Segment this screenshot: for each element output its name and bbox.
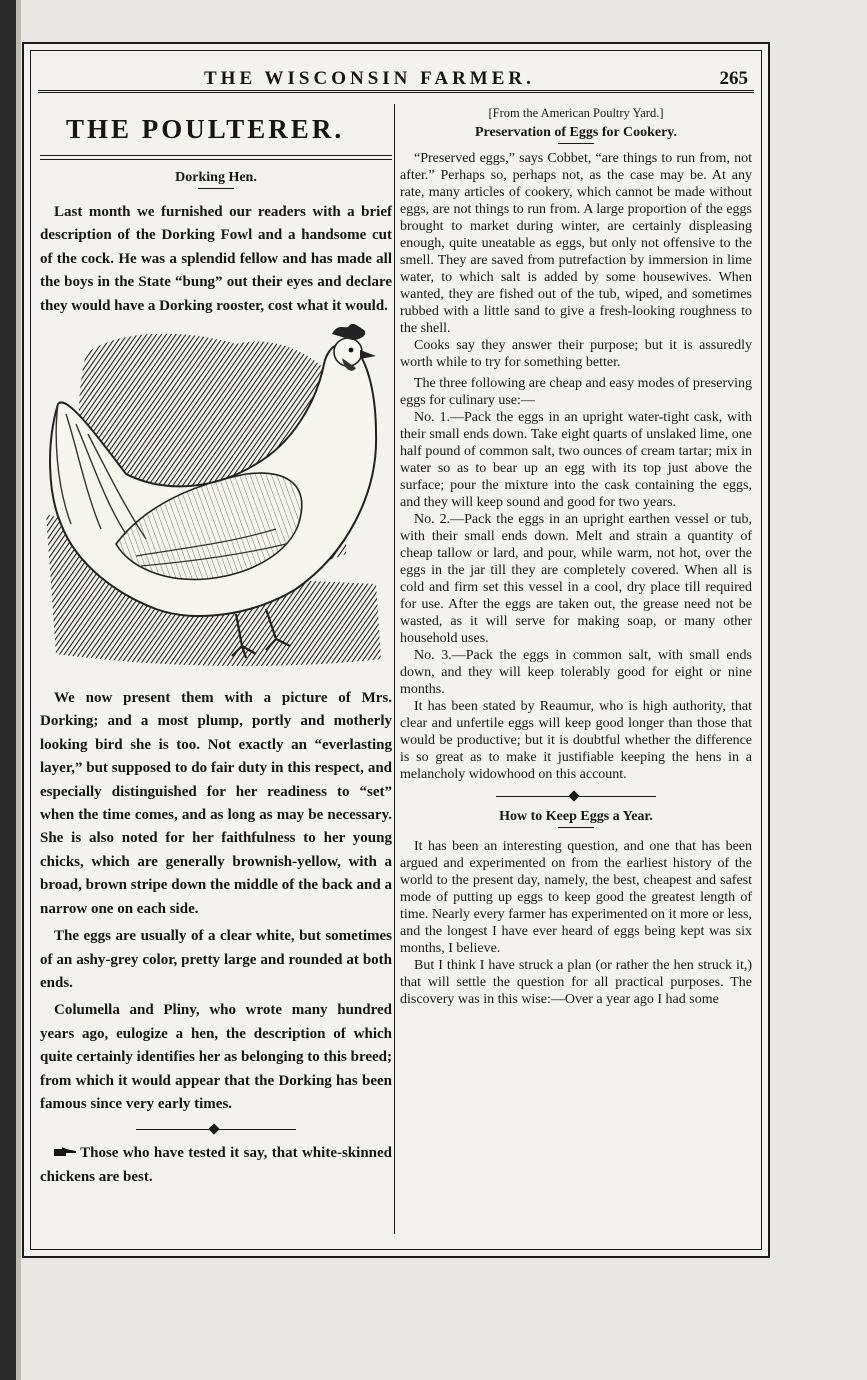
paragraph: No. 2.—Pack the eggs in an upright earthen vessel or tub, with their small ends down. Melt and strain a quantity of cheap tallow or lard, and pour, while warm, not hot, over the eggs in the jar till they are completely covered. When all is cold and firm set this vessel in a cool, dry place till required for use. After the eggs are taken out, the grease need not be wasted, as it will serve for making soap, or many other household uses.	[400, 512, 752, 646]
right-column	[400, 104, 752, 1008]
page-number: 265	[719, 68, 748, 89]
paragraph: It has been stated by Reaumur, who is high authority, that clear and unfertile eggs will keep good longer than those that would be productive; but it is doubtful whether the difference is so great as to make it justifiable keeping the hens in a melancholy widowhood on this account.	[400, 699, 752, 782]
paragraph: No. 3.—Pack the eggs in common salt, with small ends down, and they will keep tolerably good for eight or nine months.	[400, 648, 752, 697]
page-edge	[16, 0, 21, 1380]
paragraph: No. 1.—Pack the eggs in an upright water-tight cask, with their small ends down. Take eight quarts of unslaked lime, one half pound of common salt, two ounces of cream tartar; mix in water so as to bear up an egg with its top just above the surface; pour the mixture into the cask containing the eggs, and they will keep sound and good for two years.	[400, 410, 752, 510]
publication-title: THE WISCONSIN FARMER.	[204, 68, 535, 89]
title-rule	[558, 143, 594, 144]
source-attribution: [From the American Poultry Yard.]	[488, 106, 664, 120]
department-rule	[40, 155, 392, 160]
paragraph: “Preserved eggs,” says Cobbet, “are things to run from, not after.” Perhaps so, perhaps not, as the case may be. At any rate, many articles of cookery, which cannot be made without eggs, are not things to run from. A large proportion of the eggs brought to market during winter, are certainly displeasing enough, quite uneatable as eggs, but only not offensive to the smell. They are saved from putrefaction by immersion in lime water, to which salt is added by some housewives. When wanted, they are fished out of the tub, wiped, and sometimes rubbed with a little sand to give a fresh-looking roughness to the shell.	[400, 151, 752, 336]
pointing-hand-icon	[54, 1147, 76, 1157]
column-divider	[394, 104, 395, 1234]
paragraph: We now present them with a picture of Mrs. Dorking; and a most plump, portly and motherly looking bird she is too. Not exactly an “everlasting layer,” but supposed to do fair duty in this respect, and especially distinguished for her readiness to “set” when the time comes, and as long as may be necessary. She is also noted for her faithfulness to her young chicks, which are generally brownish-yellow, with a broad, brown stripe down the middle of the back and a narrow one on each side.	[40, 690, 392, 917]
title-rule	[558, 827, 594, 828]
magazine-page	[22, 42, 770, 1258]
paragraph: Last month we furnished our readers with a brief description of the Dorking Fowl and a handsome cut of the cock. He was a splendid fellow and has made all the boys in the State “bung” out their eyes and declare they would have a Dorking rooster, cost what it would.	[40, 204, 392, 314]
title-rule	[198, 188, 234, 189]
paragraph: But I think I have struck a plan (or rather the hen struck it,) that will settle the question for all practical purposes. The discovery was in this wise:—Over a year ago I had some	[400, 958, 752, 1007]
section-ornament	[136, 1124, 296, 1134]
header-rule	[38, 92, 754, 93]
paragraph: Cooks say they answer their purpose; but it is assuredly worth while to try for something better.	[400, 338, 752, 370]
section-ornament	[496, 791, 656, 801]
article-title-keep-eggs: How to Keep Eggs a Year.	[499, 809, 653, 824]
book-spine-shadow	[0, 0, 16, 1380]
hen-engraving	[46, 324, 386, 669]
article-title-dorking-hen: Dorking Hen.	[175, 170, 257, 185]
paragraph: The eggs are usually of a clear white, but sometimes of an ashy-grey color, pretty large and rounded at both ends.	[40, 928, 392, 991]
hen-illustration	[46, 324, 386, 669]
department-heading: THE POULTERER.	[66, 114, 345, 144]
running-header	[38, 64, 754, 91]
paragraph: It has been an interesting question, and one that has been argued and experimented on from the earliest history of the world to the present day, namely, the best, cheapest and safest mode of putting up eggs to keep good the greatest length of time. Nearly every farmer has experimented on it more or less, and the longest I have ever heard of eggs being kept was six months, I believe.	[400, 839, 752, 956]
left-column	[40, 104, 392, 1189]
paragraph: The three following are cheap and easy modes of preserving eggs for culinary use:—	[400, 376, 752, 408]
note-text: Those who have tested it say, that white-skinned chickens are best.	[40, 1145, 392, 1185]
paragraph: Columella and Pliny, who wrote many hundred years ago, eulogize a hen, the description of which quite certainly identifies her as belonging to this breed; from which it would appear that the Dorking has been famous since very early times.	[40, 1002, 392, 1112]
closing-note	[40, 1142, 392, 1189]
article-title-preservation: Preservation of Eggs for Cookery.	[474, 125, 678, 140]
